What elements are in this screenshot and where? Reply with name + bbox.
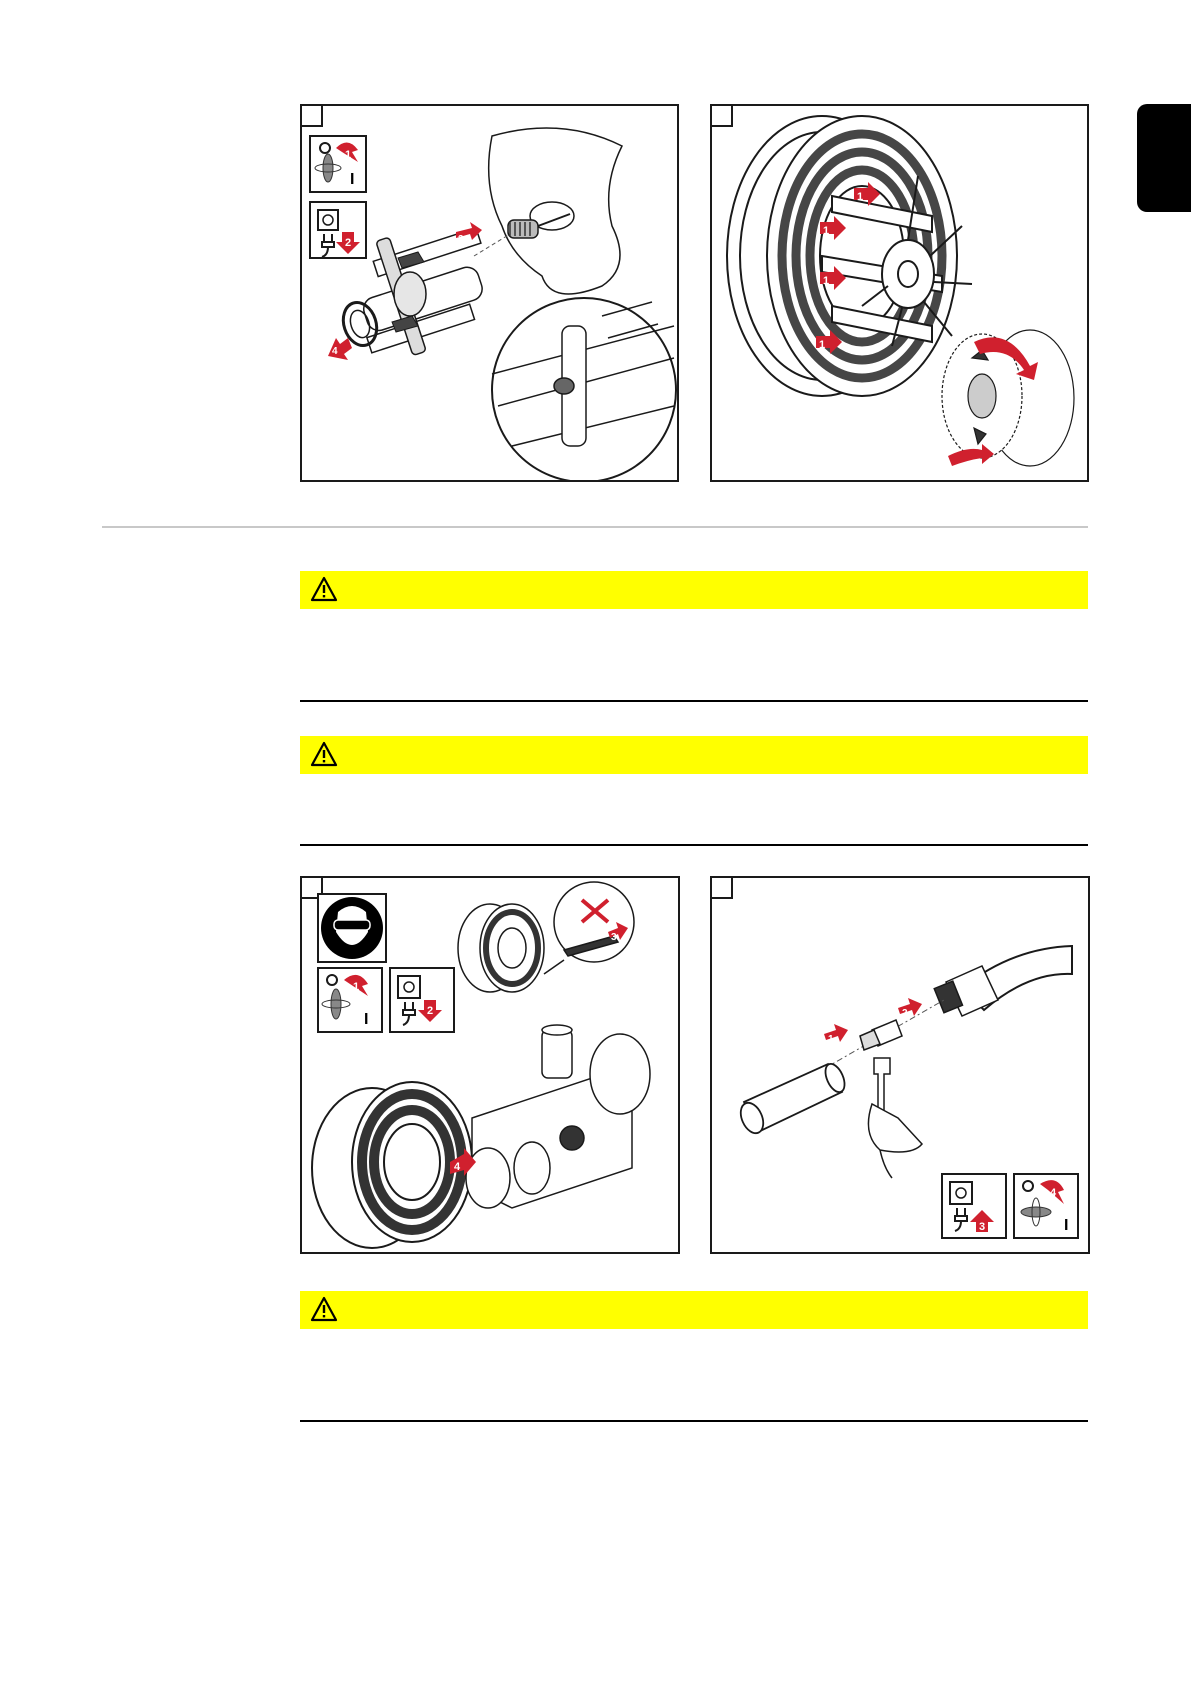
section-tab — [1137, 104, 1191, 212]
step-label: 1 — [857, 191, 864, 203]
step-label: 2 — [345, 237, 352, 249]
mains-plug-icon — [942, 1174, 1006, 1238]
switch-on-symbol: I — [1064, 1217, 1069, 1234]
mains-plug-icon — [310, 202, 366, 258]
step-label: 3 — [611, 932, 617, 943]
warning-triangle-icon — [310, 576, 338, 602]
figure-spool-mounting — [710, 104, 1089, 482]
power-switch-icon — [318, 968, 382, 1032]
power-switch-icon — [310, 136, 366, 192]
warning-end-rule-2 — [300, 844, 1088, 846]
safety-goggles-icon — [318, 894, 386, 962]
warning-bar-2 — [300, 736, 1088, 774]
step-label: 1 — [828, 1034, 834, 1045]
step-label: 1 — [353, 981, 360, 993]
warning-end-rule-1 — [300, 700, 1088, 702]
switch-on-symbol: I — [350, 171, 355, 188]
figure-insert-wire-spool — [300, 876, 680, 1254]
step-label: 1 — [823, 275, 830, 287]
section-divider — [102, 526, 1088, 528]
step-label: 4 — [454, 1161, 461, 1173]
step-label: 4 — [332, 346, 338, 357]
step-label: 4 — [1050, 1187, 1057, 1199]
figure-spool-holder-assembly — [300, 104, 679, 482]
step-label: 1 — [823, 225, 830, 237]
warning-end-rule-3 — [300, 1420, 1088, 1422]
figure-torch-contact-tip — [710, 876, 1090, 1254]
switch-on-symbol: I — [364, 1011, 369, 1028]
power-switch-icon — [1014, 1174, 1078, 1238]
warning-bar-1 — [300, 571, 1088, 609]
step-label: 1 — [819, 339, 826, 351]
warning-triangle-icon — [310, 741, 338, 767]
step-label: 2 — [902, 1008, 908, 1019]
step-label: 1 — [345, 149, 352, 161]
warning-bar-3 — [300, 1291, 1088, 1329]
step-label: 2 — [1010, 363, 1017, 375]
mains-plug-icon — [390, 968, 454, 1032]
step-label: 3 — [979, 1221, 986, 1233]
warning-triangle-icon — [310, 1296, 338, 1322]
step-label: 2 — [427, 1005, 434, 1017]
step-label: 3 — [458, 234, 464, 245]
